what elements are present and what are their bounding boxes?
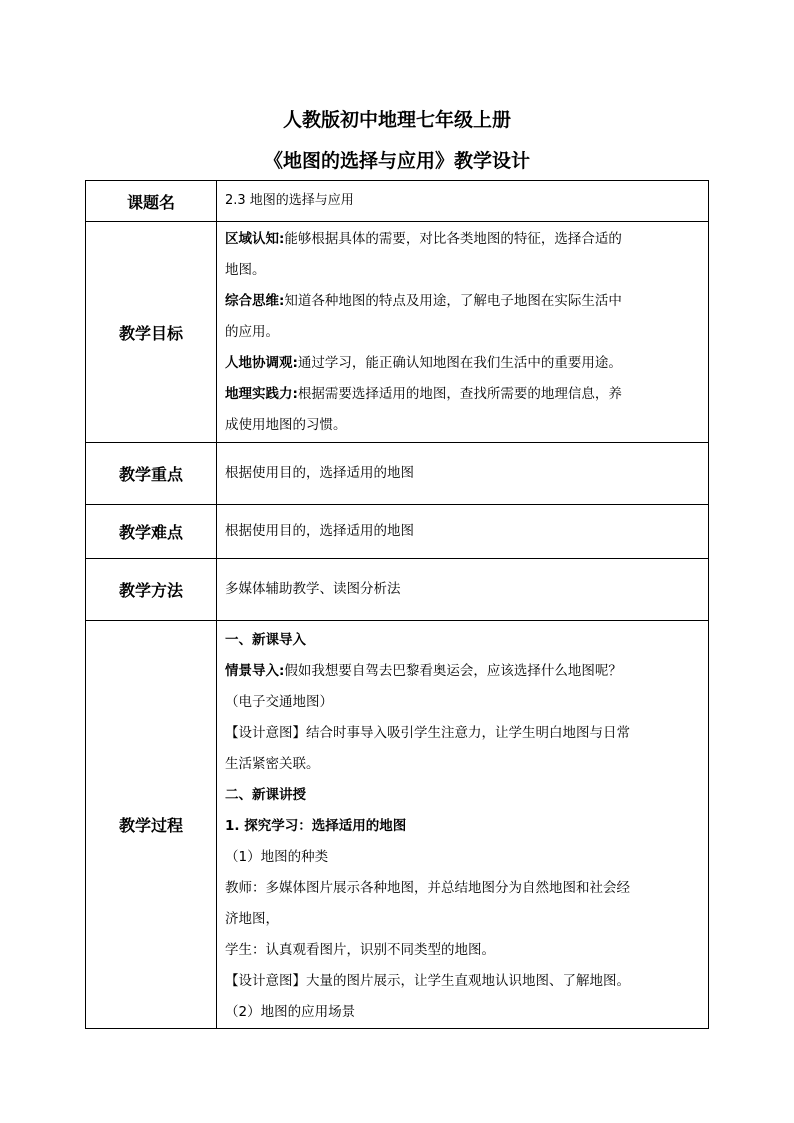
- goal-item: 区域认知:能够根据具体的需要，对比各类地图的特征，选择合适的: [225, 230, 622, 247]
- key-point-value: 根据使用目的，选择适用的地图: [217, 443, 709, 505]
- lesson-plan-table: [85, 180, 709, 1029]
- goal-item: 地理实践力:根据需要选择适用的地图，查找所需要的地理信息，养: [225, 385, 622, 402]
- topic-label: 课题名: [86, 181, 217, 222]
- point-heading: （1）地图的种类: [225, 849, 329, 865]
- table-row-topic: [86, 181, 709, 222]
- teacher-line: 教师：多媒体图片展示各种地图，并总结地图分为自然地图和社会经: [225, 880, 630, 896]
- table-row-key-point: [86, 443, 709, 505]
- goals-label: 教学目标: [86, 222, 217, 443]
- key-point-label: 教学重点: [86, 443, 217, 505]
- table-row-goals: [86, 222, 709, 443]
- difficulty-label: 教学难点: [86, 505, 217, 559]
- section-heading: 一、新课导入: [225, 632, 306, 648]
- process-label: 教学过程: [86, 621, 217, 1029]
- table-row-method: [86, 559, 709, 621]
- goal-item: 综合思维:知道各种地图的特点及用途，了解电子地图在实际生活中: [225, 292, 622, 309]
- goals-content: 区域认知:能够根据具体的需要，对比各类地图的特征，选择合适的 地图。 综合思维:知道各种地图的特点及用途，了解电子地图在实际生活中 的应用。 人地协调观:通过学习，能正确认知地图在我们生活中的重要用途。 地理实践力:根据需要选择适用的地图，查找所需要的地理信息，养 成使用地图的习惯。: [217, 222, 709, 443]
- doc-title: 人教版初中地理七年级上册: [282, 109, 511, 131]
- difficulty-value: 根据使用目的，选择适用的地图: [217, 505, 709, 559]
- table-row-difficulty: [86, 505, 709, 559]
- goal-item: 人地协调观:通过学习，能正确认知地图在我们生活中的重要用途。: [225, 354, 622, 371]
- process-content: 一、新课导入 情景导入:假如我想要自驾去巴黎看奥运会，应该选择什么地图呢？ （电子交通地图） 【设计意图】结合时事导入吸引学生注意力，让学生明白地图与日常 生活紧密关联。 二、新课讲授 1. 探究学习：选择适用的地图 （1）地图的种类 教师：多媒体图片展示各种地图，并总结地图分为自然地图和社会经 济地图， 学生：认真观看图片，识别不同类型的地图。 【设计意图】大量的图片展示，让学生直观地认识地图、了解地图。 （2）地图的应用场景: [217, 621, 709, 1029]
- section-heading: 二、新课讲授: [225, 787, 306, 803]
- design-intent: 【设计意图】结合时事导入吸引学生注意力，让学生明白地图与日常: [225, 725, 630, 741]
- method-label: 教学方法: [86, 559, 217, 621]
- table-row-process: [86, 621, 709, 1029]
- design-intent: 【设计意图】大量的图片展示，让学生直观地认识地图、了解地图。: [225, 973, 630, 989]
- sub-heading: 1. 探究学习：选择适用的地图: [225, 818, 407, 834]
- doc-subtitle: 《地图的选择与应用》教学设计: [263, 150, 530, 172]
- topic-value: 2.3 地图的选择与应用: [217, 181, 709, 222]
- intro-answer: （电子交通地图）: [225, 694, 333, 710]
- method-value: 多媒体辅助教学、读图分析法: [217, 559, 709, 621]
- student-line: 学生：认真观看图片，识别不同类型的地图。: [225, 942, 495, 958]
- point-heading: （2）地图的应用场景: [225, 1004, 356, 1020]
- intro-line: 情景导入:假如我想要自驾去巴黎看奥运会，应该选择什么地图呢？: [225, 663, 622, 679]
